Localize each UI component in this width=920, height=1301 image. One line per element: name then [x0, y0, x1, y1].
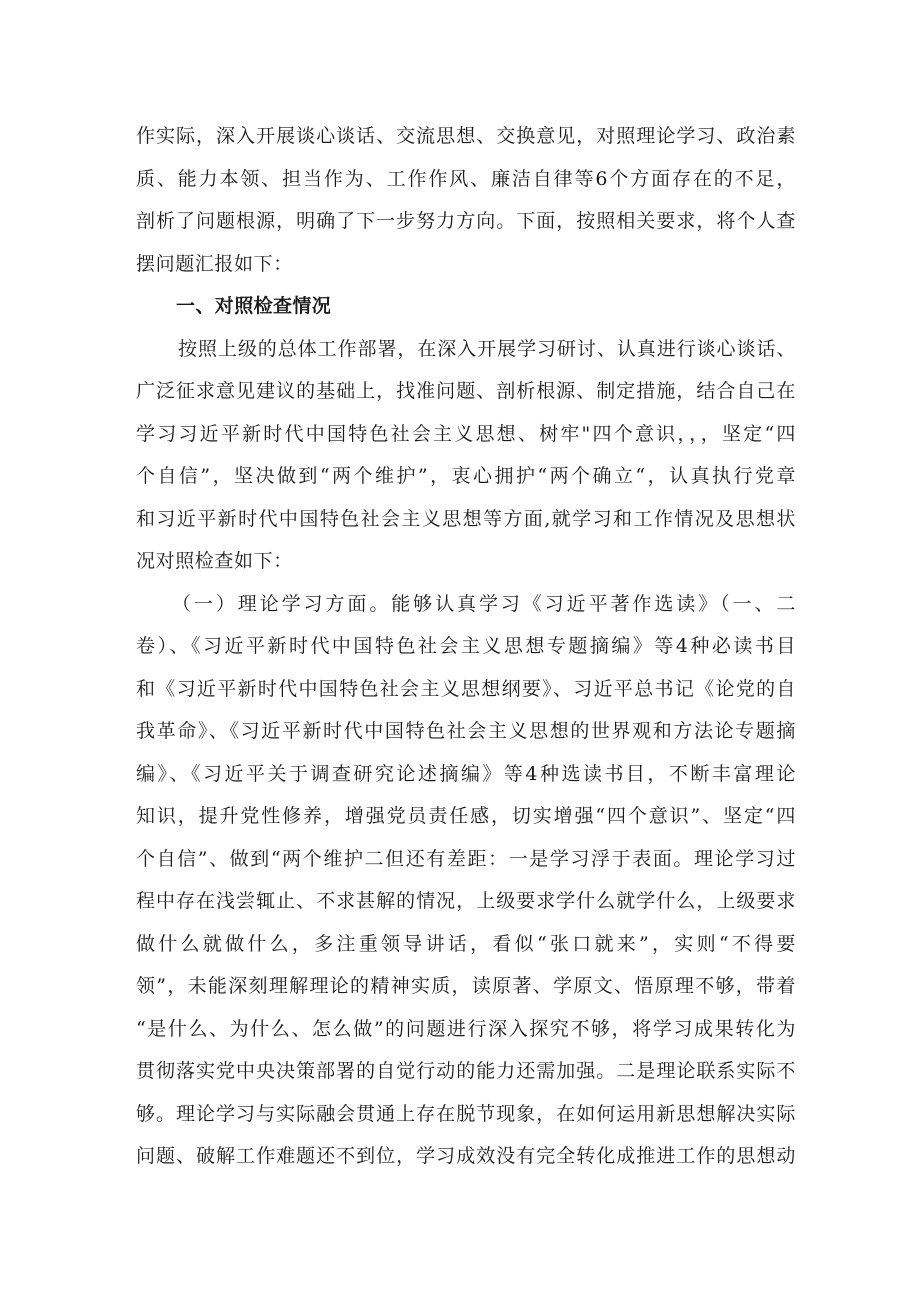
body-text-line: 知识，提升党性修养，增强党员责任感，切实增强“四个意识”、坚定“四: [136, 805, 796, 827]
body-text-line: 做什么就做什么，多注重领导讲话，看似“张口就来”，实则“不得要: [136, 932, 796, 955]
body-text-line: 按照上级的总体工作部署，在深入开展学习研讨、认真进行谈心谈话、: [178, 337, 796, 360]
body-text-line: 质、能力本领、担当作为、工作作风、廉洁自律等6个方面存在的不足，: [136, 167, 796, 190]
body-text-line: 广泛征求意见建议的基础上，找准问题、剖析根源、制定措施，结合自己在: [136, 380, 796, 402]
body-text-line: 我革命》、《习近平新时代中国特色社会主义思想的世界观和方法论专题摘: [136, 720, 796, 742]
body-text-line: 摆问题汇报如下：: [136, 252, 293, 275]
body-text-line: 作实际，深入开展谈心谈话、交流思想、交换意见，对照理论学习、政治素: [136, 125, 796, 147]
body-text-line: 和习近平新时代中国特色社会主义思想等方面,就学习和工作情况及思想状: [136, 507, 796, 530]
body-text-line: 剖析了问题根源，明确了下一步努力方向。下面，按照相关要求，将个人查: [136, 210, 796, 232]
body-text-line: 和《习近平新时代中国特色社会主义思想纲要》、习近平总书记《论党的自: [136, 677, 796, 700]
body-text-line: 编》、《习近平关于调查研究论述摘编》等4种选读书目，不断丰富理论: [136, 762, 796, 785]
body-text-line: 问题、破解工作难题还不到位，学习成效没有完全转化成推进工作的思想动: [136, 1145, 796, 1167]
subsection-heading-line: （一）理论学习方面。能够认真学习《习近平著作选读》（一、二: [172, 592, 796, 615]
section-heading: 一、对照检查情况: [176, 295, 332, 317]
body-text-line: “是什么、为什么、怎么做”的问题进行深入探究不够，将学习成果转化为: [136, 1017, 796, 1040]
body-text-line: 个自信”，坚决做到“两个维护”，衷心拥护“两个确立“，认真执行党章: [136, 465, 796, 487]
body-text-line: 卷）、《习近平新时代中国特色社会主义思想专题摘编》等4种必读书目: [136, 635, 796, 657]
body-text-line: 程中存在浅尝辄止、不求甚解的情况，上级要求学什么就学什么，上级要求: [136, 890, 796, 912]
document-body: [136, 115, 796, 1178]
body-text-line: 个自信”、做到“两个维护二但还有差距：一是学习浮于表面。理论学习过: [136, 847, 796, 870]
body-text-line: 况对照检查如下：: [136, 550, 293, 572]
body-text-line: 学习习近平新时代中国特色社会主义思想、树牢"四个意识，，，坚定“四: [136, 422, 796, 445]
body-text-line: 够。理论学习与实际融会贯通上存在脱节现象，在如何运用新思想解决实际: [136, 1102, 796, 1125]
body-text-line: 贯彻落实党中央决策部署的自觉行动的能力还需加强。二是理论联系实际不: [136, 1060, 796, 1082]
body-text-line: 领”，未能深刻理解理论的精神实质，读原著、学原文、悟原理不够，带着: [136, 975, 796, 997]
